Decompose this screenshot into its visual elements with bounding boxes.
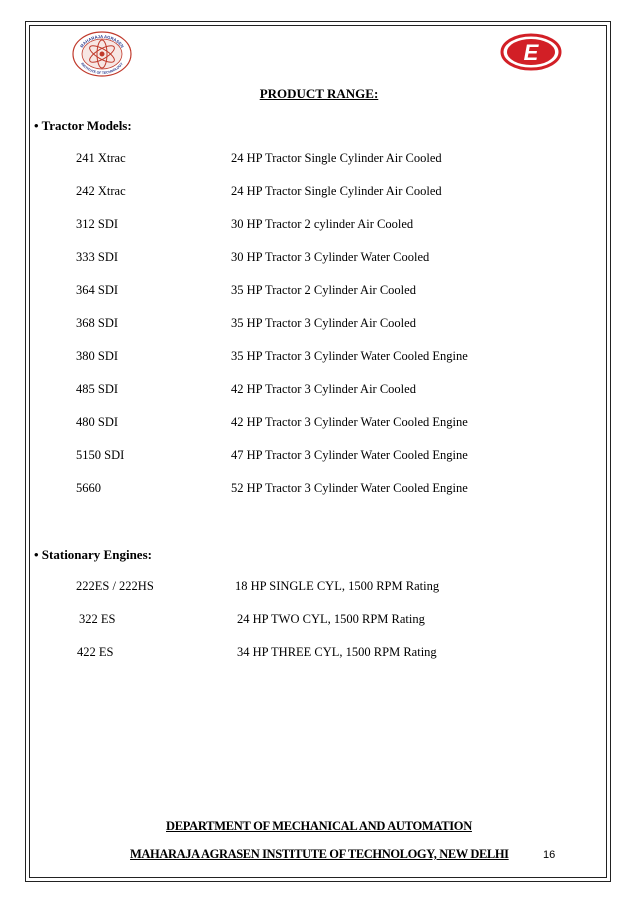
footer-institute: MAHARAJA AGRASEN INSTITUTE OF TECHNOLOGY, NEW DELHI [130,847,509,861]
company-logo [500,33,562,71]
list-item [0,448,638,464]
list-item [0,184,638,200]
engine-name: 222ES / 222HS [76,579,154,593]
list-item [0,481,638,497]
model-name: 5150 SDI [76,448,125,462]
model-description: 42 HP Tractor 3 Cylinder Water Cooled Engine [231,415,468,429]
model-name: 312 SDI [76,217,119,231]
model-name: 364 SDI [76,283,119,297]
institute-logo [70,30,134,78]
model-description: 35 HP Tractor 3 Cylinder Water Cooled Engine [231,349,468,363]
model-name: 485 SDI [76,382,119,396]
list-item [0,612,638,628]
stationary-engines-heading: • Stationary Engines: [34,547,152,562]
model-name: 333 SDI [76,250,119,264]
logo-text-bottom: INSTITUTE OF TECHNOLOGY [80,61,124,76]
logo-text-top: MAHARAJA AGRASEN [78,33,126,49]
model-description: 24 HP Tractor Single Cylinder Air Cooled [231,151,442,165]
engine-description: 24 HP TWO CYL, 1500 RPM Rating [237,612,425,626]
model-name: 241 Xtrac [76,151,126,165]
model-description: 47 HP Tractor 3 Cylinder Water Cooled Engine [231,448,468,462]
model-description: 52 HP Tractor 3 Cylinder Water Cooled Engine [231,481,468,495]
list-item [0,579,638,595]
page-title [0,86,638,102]
model-name: 5660 [76,481,101,495]
page-number: 16 [543,849,556,861]
model-name: 480 SDI [76,415,119,429]
engine-description: 18 HP SINGLE CYL, 1500 RPM Rating [235,579,440,593]
list-item [0,316,638,332]
list-item [0,645,638,661]
logo-letter: E [523,40,539,65]
list-item [0,382,638,398]
list-item [0,250,638,266]
model-description: 24 HP Tractor Single Cylinder Air Cooled [231,184,442,198]
page-title-text: PRODUCT RANGE: [259,86,379,101]
model-description: 30 HP Tractor 3 Cylinder Water Cooled [231,250,430,264]
model-name: 242 Xtrac [76,184,126,198]
list-item [0,283,638,299]
model-description: 35 HP Tractor 3 Cylinder Air Cooled [231,316,416,330]
model-name: 368 SDI [76,316,119,330]
list-item [0,415,638,431]
model-description: 35 HP Tractor 2 Cylinder Air Cooled [231,283,416,297]
model-description: 30 HP Tractor 2 cylinder Air Cooled [231,217,414,231]
list-item [0,151,638,167]
footer-department: DEPARTMENT OF MECHANICAL AND AUTOMATION [166,819,472,833]
list-item [0,217,638,233]
model-name: 380 SDI [76,349,119,363]
engine-name: 422 ES [77,645,114,659]
engine-description: 34 HP THREE CYL, 1500 RPM Rating [237,645,437,659]
model-description: 42 HP Tractor 3 Cylinder Air Cooled [231,382,416,396]
engine-name: 322 ES [79,612,116,626]
list-item [0,349,638,365]
tractor-models-heading: • Tractor Models: [34,118,132,133]
